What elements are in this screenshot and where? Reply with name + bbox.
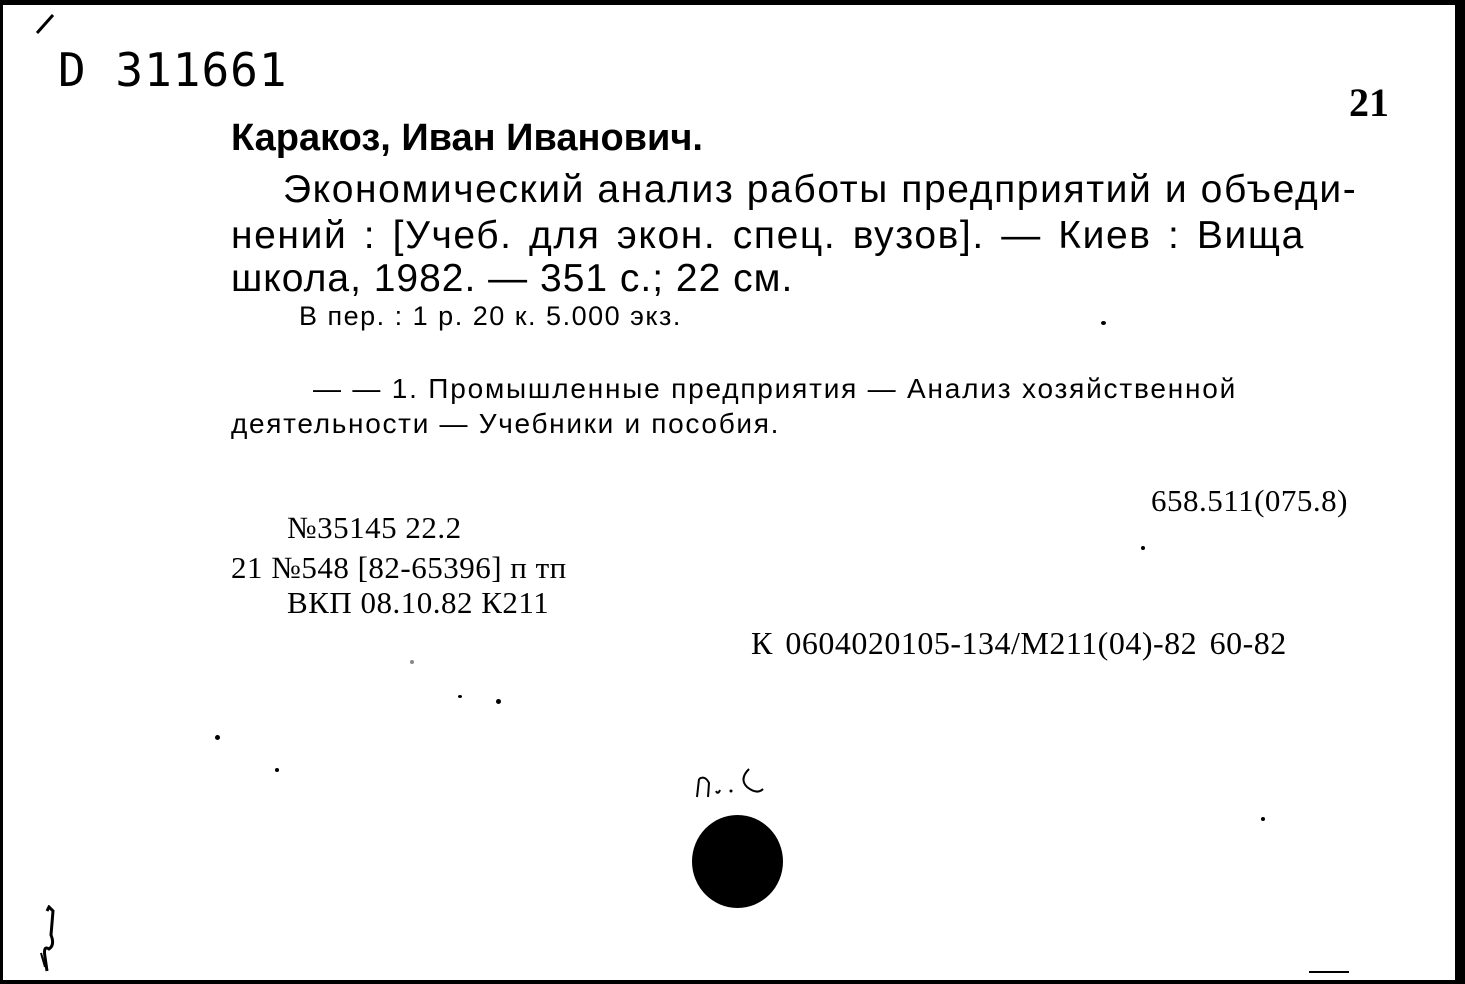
punch-hole	[692, 815, 783, 908]
author-heading: Каракоз, Иван Иванович.	[231, 117, 703, 159]
price-line: В пер. : 1 р. 20 к. 5.000 экз.	[299, 301, 682, 331]
subject-line-1: — — 1. Промышленные предприятия — Анализ хозяйственной	[313, 373, 1238, 404]
speck	[496, 699, 501, 704]
speck	[458, 695, 462, 698]
speck	[410, 660, 414, 664]
title-line-2: нений : [Учеб. для экон. спец. вузов]. — Киев : Вища	[231, 214, 1305, 257]
speck	[215, 735, 220, 740]
meta-line-1: №35145 22.2	[287, 510, 462, 545]
card-number: 21	[1349, 80, 1389, 125]
speck	[1261, 817, 1265, 821]
meta-line-3: ВКП 08.10.82 К211	[287, 585, 550, 620]
call-number: D 311661	[58, 43, 288, 97]
meta-line-2: 21 №548 [82-65396] п тп	[231, 550, 567, 585]
corner-tick	[33, 11, 63, 41]
subject-line-2: деятельности — Учебники и пособия.	[231, 408, 781, 439]
speck	[1309, 971, 1349, 973]
title-line-3: школа, 1982. — 351 с.; 22 см.	[231, 257, 794, 300]
udc-code: 658.511(075.8)	[1151, 483, 1348, 518]
speck	[1101, 321, 1106, 325]
speck	[275, 768, 279, 772]
title-line-1: Экономический анализ работы предприятий и объеди-	[283, 168, 1358, 211]
speck	[1141, 546, 1145, 550]
catalog-code: К 0604020105-134/М211(04)-82 60-82	[751, 625, 1287, 661]
corner-mark	[33, 905, 63, 975]
handwritten-mark	[691, 757, 781, 807]
